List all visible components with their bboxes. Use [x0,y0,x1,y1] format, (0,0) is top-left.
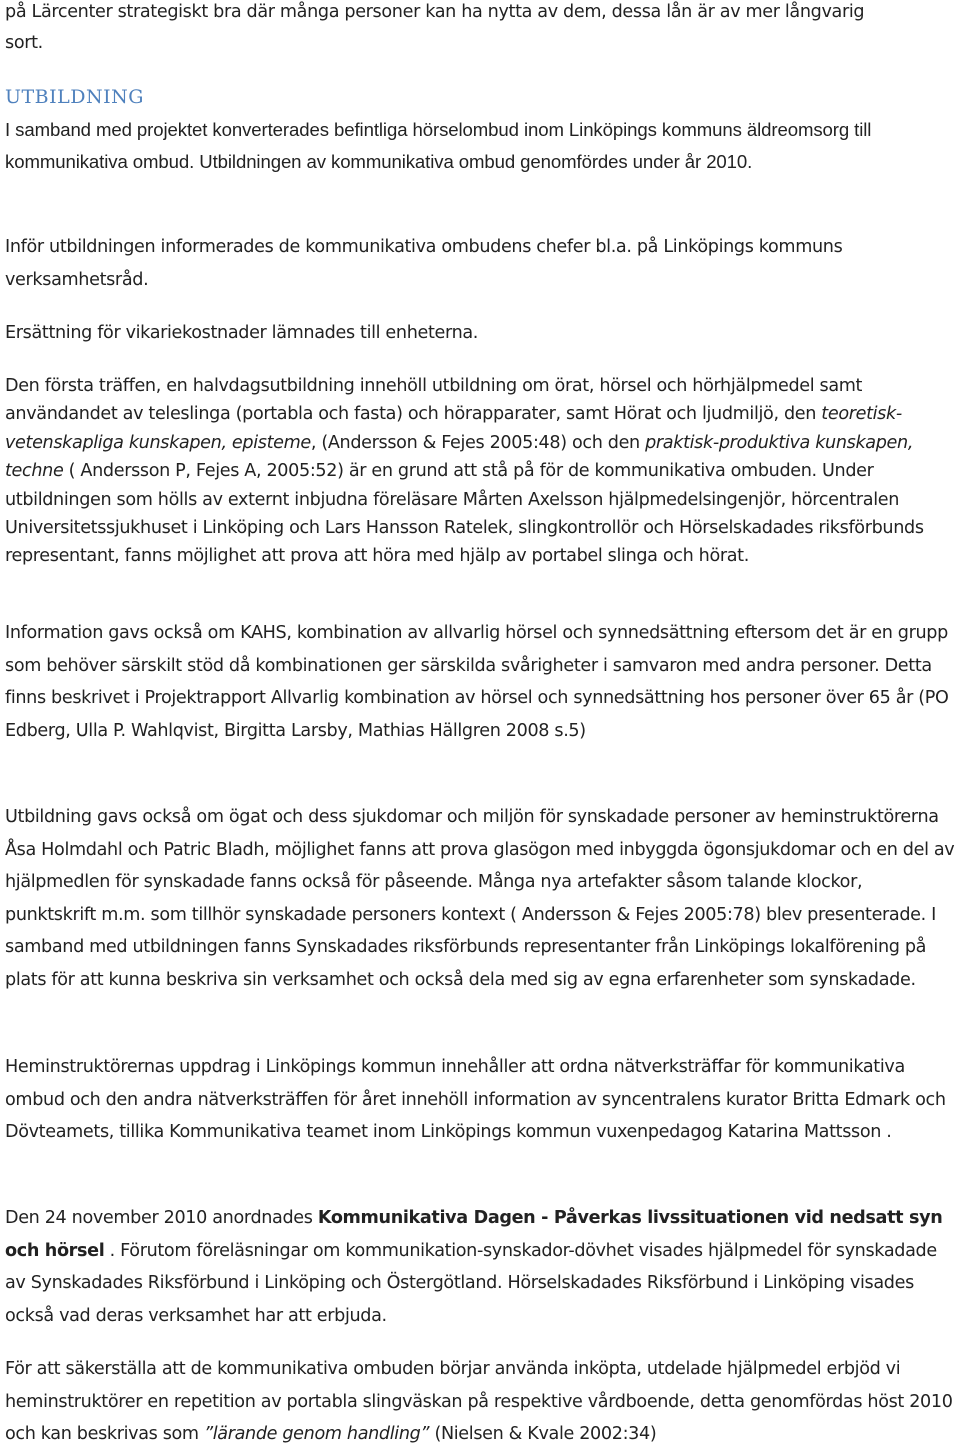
paragraph-ogat: Utbildning gavs också om ögat och dess sjukdomar och miljön för synskadade personer av heminstruktörerna Åsa Holmdahl och Patric Bladh, möjlighet fanns att prova glasögon med inbyggda ögonsjukdomar och en del av hjälpmedlen för synskadade fanns också för påseende. Många nya artefakter såsom talande klockor, punktskrift m.m. som tillhör synskadade personers kontext ( Andersson & Fejes 2005:78) blev presenterade. I samband med utbildningen fanns Synskadades riksförbunds representanter från Linköpings lokalförening på plats för att kunna beskriva sin verksamhet och också dela med sig av egna erfarenheter som synskadade. [5,807,955,990]
p4-text-c: , (Andersson & Fejes 2005:48) och den [310,432,646,453]
section-heading-utbildning: UTBILDNING [5,86,144,108]
p8-bold-event-title: Kommunikativa Dagen - Påverkas livssituationen vid nedsatt syn och hörsel [5,1208,943,1261]
p8-text-a: Den 24 november 2010 anordnades [5,1208,318,1228]
p9-text-c: (Nielsen & Kvale 2002:34) [429,1424,657,1445]
intro-line-2: sort. [5,33,43,53]
paragraph-kommunikativa-dagen [5,1202,955,1332]
p4-text-a: Den första träffen, en halvdagsutbildning innehöll utbildning om örat, hörsel och hörhjälpmedel samt användandet av teleslinga (portabla och fasta) och hörapparater, samt Hörat och ljudmiljö, den [5,376,863,425]
paragraph-kahs: Information gavs också om KAHS, kombination av allvarlig hörsel och synnedsättning eftersom det är en grupp som behöver särskilt stöd då kombinationen ger särskilda svårigheter i samvaron med andra personer. Detta finns beskrivet i Projektrapport Allvarlig kombination av hörsel och synnedsättning hos personer över 65 år (PO Edberg, Ulla P. Wahlqvist, Birgitta Larsby, Mathias Hällgren 2008 s.5) [5,623,949,741]
paragraph-forsta-traffen [5,372,955,571]
paragraph-konvertering: I samband med projektet konverterades befintliga hörselombud inom Linköpings kommuns äldreomsorg till kommunikativa ombud. Utbildningen av kommunikativa ombud genomfördes under år 2010. [5,119,872,172]
p9-italic-quote: ”lärande genom handling” [203,1424,430,1445]
paragraph-natverkstraffar: Heminstruktörernas uppdrag i Linköpings kommun innehåller att ordna nätverksträffar för kommunikativa ombud och den andra nätverksträffen för året innehöll information av syncentralens kurator Britta Edmark och Dövteamets, tillika Kommunikativa teamet inom Linköpings kommun vuxenpedagog Katarina Mattsson . [5,1057,946,1143]
p8-text-c: . Förutom föreläsningar om kommunikation-synskador-dövhet visades hjälpmedel för synskadade av Synskadades Riksförbund i Linköping och Östergötland. Hörselskadades Riksförbund i Linköping visades också vad deras verksamhet har att erbjuda. [5,1240,937,1326]
paragraph-ersattning: Ersättning för vikariekostnader lämnades till enheterna. [5,323,479,343]
paragraph-chefer: Inför utbildningen informerades de kommunikativa ombudens chefer bl.a. på Linköpings kommuns verksamhetsråd. [5,237,843,290]
p9-text-a: För att säkerställa att de kommunikativa ombuden börjar använda inköpta, utdelade hjälpmedel erbjöd vi heminstruktörer en repetition av portabla slingväskan på respektive vårdboende, detta genomfördas höst 2010 och kan beskrivas som [5,1359,953,1445]
intro-paragraph [5,0,955,59]
p4-text-e: ( Andersson P, Fejes A, 2005:52) är en grund att stå på för de kommunikativa ombuden. Under utbildningen som hölls av externt inbjudna föreläsare Mårten Axelsson hjälpmedelsingenjör, hörcentralen Universitetssjukhuset i Linköping och Lars Hansson Ratelek, slingkontrollör och Hörselskadades riksförbunds representant, fanns möjlighet att prova att höra med hjälp av portabel slinga och hörat. [5,461,924,567]
paragraph-repetition [5,1353,955,1451]
p4-italic-techne: praktisk-produktiva kunskapen, techne [5,432,914,482]
intro-line-1: på Lärcenter strategiskt bra där många personer kan ha nytta av dem, dessa lån är av mer långvarig [5,2,865,22]
p4-italic-episteme: teoretisk-vetenskapliga kunskapen, episteme [5,404,902,453]
